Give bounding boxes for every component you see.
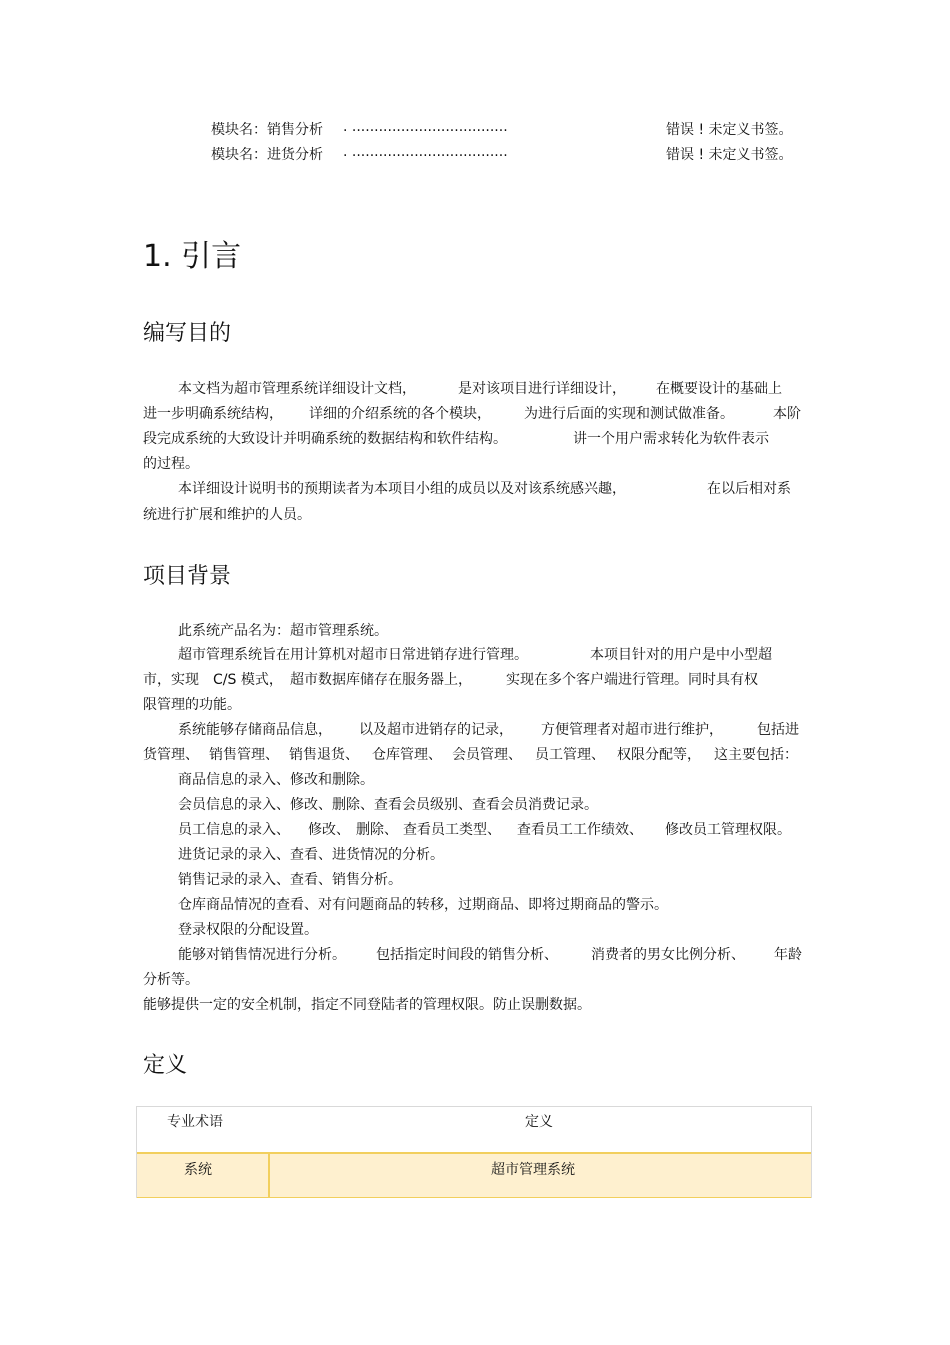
text-line: 查看员工类型、 xyxy=(403,822,501,838)
text-line: 本详细设计说明书的预期读者为本项目小组的成员以及对该系统感兴趣， xyxy=(178,481,626,497)
table-divider xyxy=(268,1152,270,1198)
toc-label: 模块名：进货分析 xyxy=(211,147,323,163)
text-line: 在以后相对系 xyxy=(707,481,791,497)
text-line: 删除、 xyxy=(356,822,398,838)
text-line: 超市管理系统旨在用计算机对超市日常进销存进行管理。 xyxy=(178,647,528,663)
toc-dots: . ................................... xyxy=(343,144,508,160)
definitions-table xyxy=(136,1106,812,1198)
text-line: 进一步明确系统结构， xyxy=(143,406,283,422)
text-line: 会员管理、 xyxy=(452,747,522,763)
section-title-definitions: 定义 xyxy=(143,1053,188,1078)
section-title-purpose: 编写目的 xyxy=(143,321,232,346)
text-line: 包括指定时间段的销售分析、 xyxy=(376,947,558,963)
text-line: 仓库管理、 xyxy=(372,747,442,763)
section-title-background: 项目背景 xyxy=(143,564,232,589)
toc-page: 错误 ! 未定义书签。 xyxy=(666,122,793,138)
table-header-term: 专业术语 xyxy=(167,1114,223,1130)
text-line: 修改员工管理权限。 xyxy=(665,822,791,838)
text-line: 查看员工工作绩效、 xyxy=(517,822,643,838)
text-line: 实现在多个客户端进行管理。同时具有权 xyxy=(506,672,758,688)
text-line: 讲一个用户需求转化为软件表示 xyxy=(573,431,769,447)
text-line: 此系统产品名为：超市管理系统。 xyxy=(178,623,388,639)
text-line: 进货记录的录入、查看、进货情况的分析。 xyxy=(178,847,444,863)
text-line: 仓库商品情况的查看、对有问题商品的转移，过期商品、即将过期商品的警示。 xyxy=(178,897,668,913)
text-line: 系统能够存储商品信息， xyxy=(178,722,332,738)
text-line: 为进行后面的实现和测试做准备。 xyxy=(524,406,734,422)
text-line: 这主要包括： xyxy=(714,747,798,763)
text-line: 货管理、 xyxy=(143,747,199,763)
text-line: 详细的介绍系统的各个模块， xyxy=(309,406,491,422)
text-line: 的过程。 xyxy=(143,456,199,472)
text-line: 修改、 xyxy=(308,822,350,838)
text-line: 销售退货、 xyxy=(289,747,359,763)
text-line: 方便管理者对超市进行维护， xyxy=(541,722,723,738)
text-line: 超市数据库储存在服务器上， xyxy=(290,672,472,688)
text-line: 是对该项目进行详细设计， xyxy=(458,381,626,397)
text-line: 登录权限的分配设置。 xyxy=(178,922,318,938)
text-line: 权限分配等， xyxy=(617,747,701,763)
text-line: C/S 模式， xyxy=(213,672,283,688)
text-line: 在概要设计的基础上 xyxy=(656,381,782,397)
text-line: 消费者的男女比例分析、 xyxy=(591,947,745,963)
text-line: 本阶 xyxy=(773,406,801,422)
text-line: 本文档为超市管理系统详细设计文档， xyxy=(178,381,416,397)
table-cell-definition: 超市管理系统 xyxy=(491,1162,575,1178)
text-line: 限管理的功能。 xyxy=(143,697,241,713)
text-line: 销售记录的录入、查看、销售分析。 xyxy=(178,872,402,888)
text-line: 能够提供一定的安全机制，指定不同登陆者的管理权限。防止误删数据。 xyxy=(143,997,591,1013)
text-line: 统进行扩展和维护的人员。 xyxy=(143,507,311,523)
text-line: 分析等。 xyxy=(143,972,199,988)
text-line: 会员信息的录入、修改、删除、查看会员级别、查看会员消费记录。 xyxy=(178,797,598,813)
text-line: 商品信息的录入、修改和删除。 xyxy=(178,772,374,788)
text-line: 以及超市进销存的记录， xyxy=(359,722,513,738)
table-row xyxy=(137,1152,811,1198)
text-line: 能够对销售情况进行分析。 xyxy=(178,947,346,963)
text-line: 段完成系统的大致设计并明确系统的数据结构和软件结构。 xyxy=(143,431,507,447)
text-line: 本项目针对的用户是中小型超 xyxy=(590,647,772,663)
toc-dots: . ................................... xyxy=(343,119,508,135)
table-header-definition: 定义 xyxy=(525,1114,553,1130)
text-line: 员工信息的录入、 xyxy=(178,822,290,838)
text-line: 年龄 xyxy=(774,947,802,963)
text-line: 员工管理、 xyxy=(535,747,605,763)
toc-page: 错误 ! 未定义书签。 xyxy=(666,147,793,163)
text-line: 包括进 xyxy=(757,722,799,738)
table-cell-term: 系统 xyxy=(184,1162,212,1178)
text-line: 市，实现 xyxy=(143,672,199,688)
chapter-heading: 1. 引言 xyxy=(143,239,242,274)
text-line: 销售管理、 xyxy=(209,747,279,763)
toc-label: 模块名：销售分析 xyxy=(211,122,323,138)
